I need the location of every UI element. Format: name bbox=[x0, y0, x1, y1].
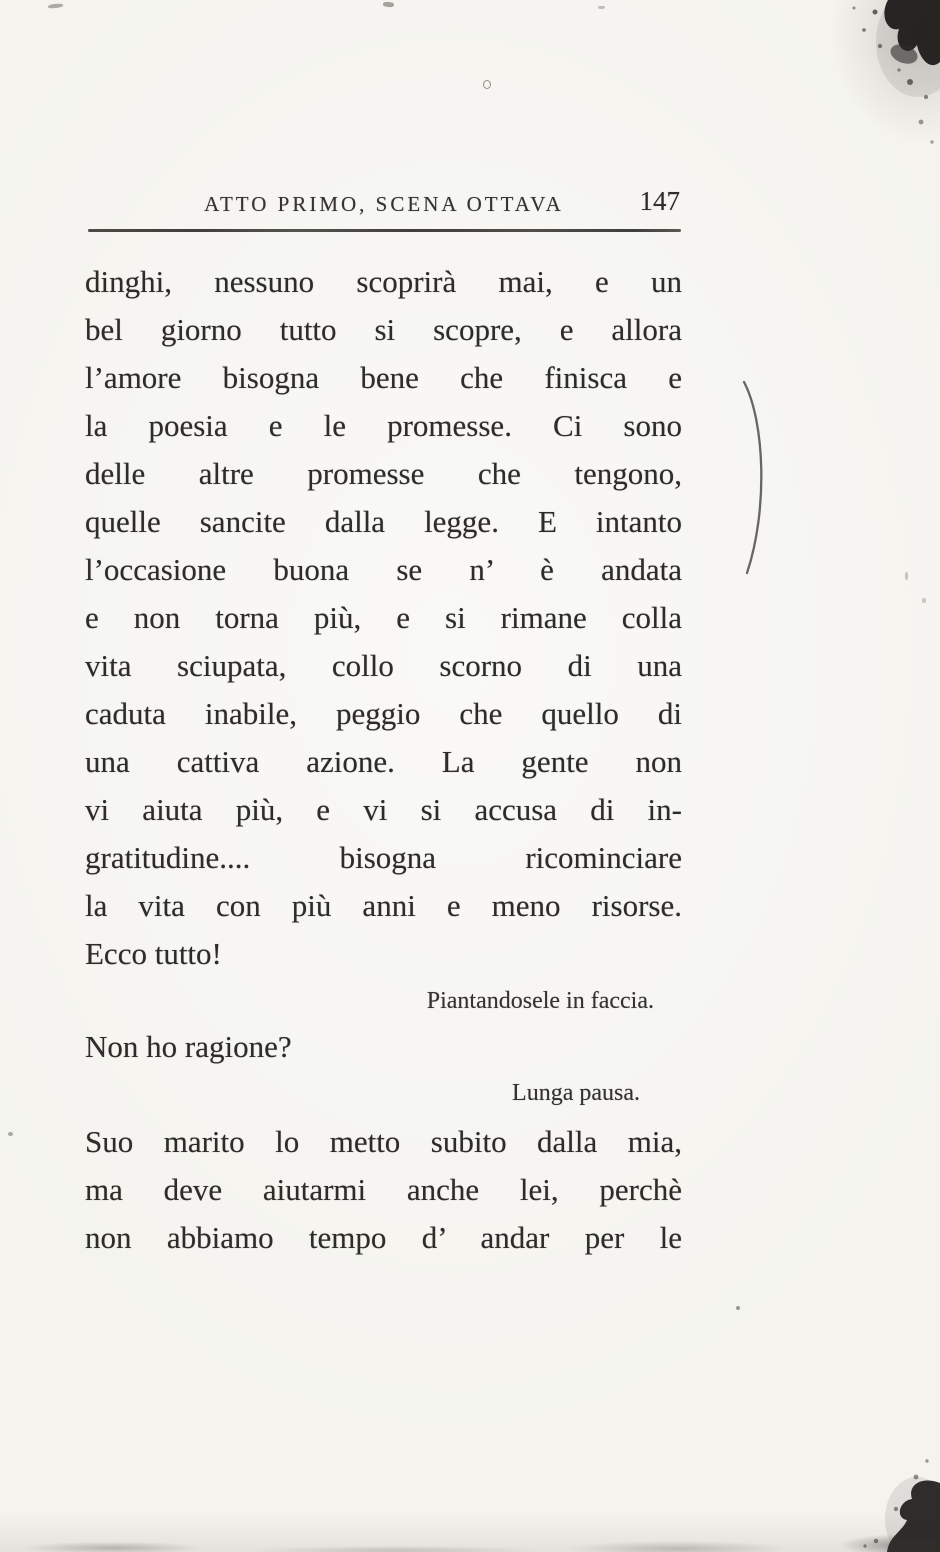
text-line: vita sciupata, collo scorno di una bbox=[85, 648, 682, 683]
text-line: quelle sancite dalla legge. E intanto bbox=[85, 504, 682, 539]
text-line: e non torna più, e si rimane colla bbox=[85, 600, 682, 635]
ink-stain-top-right bbox=[780, 0, 940, 170]
edge-speck bbox=[905, 572, 908, 580]
text-line: Ecco tutto! bbox=[85, 936, 222, 971]
text-line: la poesia e le promesse. Ci sono bbox=[85, 408, 682, 443]
stage-direction-1: Piantandosele in faccia. bbox=[426, 988, 654, 1014]
dialogue-question: Non ho ragione? bbox=[85, 1029, 292, 1064]
edge-speck bbox=[383, 2, 394, 8]
margin-curve-mark bbox=[738, 380, 774, 575]
text-line: delle altre promesse che tengono, bbox=[85, 456, 682, 491]
text-line: dinghi, nessuno scoprirà mai, e un bbox=[85, 264, 682, 299]
paragraph-2 bbox=[85, 1118, 682, 1262]
body-text bbox=[85, 258, 682, 1262]
page-number: 147 bbox=[639, 186, 680, 216]
ink-stain-bottom-right bbox=[845, 1437, 940, 1552]
ink-dot bbox=[736, 1306, 740, 1310]
text-line: l’amore bisogna bene che finisca e bbox=[85, 360, 682, 395]
running-title: ATTO PRIMO, SCENA OTTAVA bbox=[204, 192, 564, 216]
stage-direction-2: Lunga pausa. bbox=[512, 1080, 640, 1106]
text-line: vi aiuta più, e vi si accusa di in- bbox=[85, 792, 682, 827]
paper-shadow-wash bbox=[720, 0, 940, 260]
text-line: una cattiva azione. La gente non bbox=[85, 744, 682, 779]
text-line: caduta inabile, peggio che quello di bbox=[85, 696, 682, 731]
edge-speck bbox=[922, 598, 926, 603]
edge-speck bbox=[48, 3, 63, 9]
paragraph-1 bbox=[85, 258, 682, 978]
header-rule bbox=[88, 229, 681, 232]
text-line: bel giorno tutto si scopre, e allora bbox=[85, 312, 682, 347]
edge-speck bbox=[598, 6, 605, 9]
text-line: ma deve aiutarmi anche lei, perchè bbox=[85, 1172, 682, 1207]
page-header bbox=[88, 186, 680, 220]
bottom-edge-smudge bbox=[0, 1518, 940, 1552]
ink-dot bbox=[8, 1132, 13, 1136]
text-line: non abbiamo tempo d’ andar per le bbox=[85, 1220, 682, 1255]
small-circle-mark bbox=[483, 80, 491, 89]
text-line: gratitudine.... bisogna ricominciare bbox=[85, 840, 682, 875]
text-line: l’occasione buona se n’ è andata bbox=[85, 552, 682, 587]
text-line: Suo marito lo metto subito dalla mia, bbox=[85, 1124, 682, 1159]
text-line: la vita con più anni e meno risorse. bbox=[85, 888, 682, 923]
